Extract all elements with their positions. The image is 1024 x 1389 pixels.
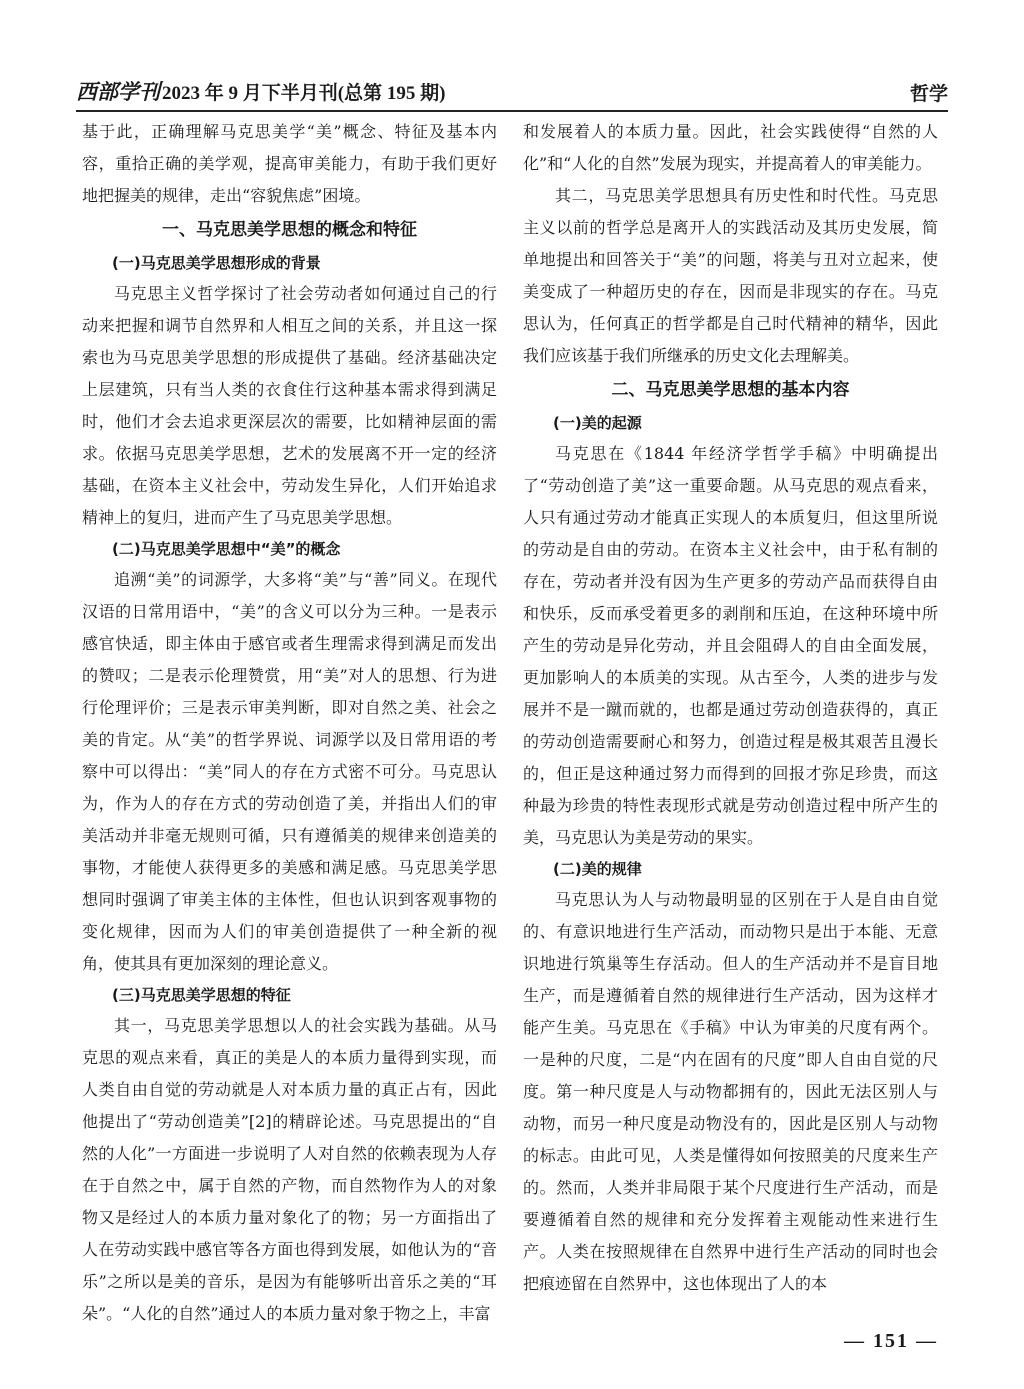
paragraph: 和发展着人的本质力量。因此，社会实践使得“自然的人化”和“人化的自然”发展为现实，并提高着人的审美能力。 xyxy=(523,122,938,173)
subsection-heading: (二)马克思美学思想中“美”的概念 xyxy=(112,540,341,558)
page-number: — 151 — xyxy=(844,1330,938,1352)
right-column xyxy=(523,116,938,1326)
paragraph: 追溯“美”的词源学，大多将“美”与“善”同义。在现代汉语的日常用语中，“美”的含义可以分为三种。一是表示感官快适，即主体由于感官或者生理需求得到满足而发出的赞叹；二是表示伦理赞赏，用“美”对人的思想、行为进行伦理评价；三是表示审美判断，即对自然之美、社会之美的肯定。从“美”的哲学界说、词源学以及日常用语的考察中可以得出：“美”同人的存在方式密不可分。马克思认为，作为人的存在方式的劳动创造了美，并指出人们的审美活动并非毫无规则可循，只有遵循美的规律来创造美的事物，才能使人获得更多的美感和满足感。马克思美学思想同时强调了审美主体的主体性，但也认识到客观事物的变化规律，因而为人们的审美创造提供了一种全新的视角，使其具有更加深刻的理论意义。 xyxy=(82,570,497,973)
subsection-heading: (一)马克思美学思想形成的背景 xyxy=(112,254,321,272)
section-label: 哲学 xyxy=(909,83,948,105)
paragraph: 马克思在《1844 年经济学哲学手稿》中明确提出了“劳动创造了美”这一重要命题。从马克思的观点看来，人只有通过劳动才能真正实现人的本质复归，但这里所说的劳动是自由的劳动。在资本主义社会中，由于私有制的存在，劳动者并没有因为生产更多的劳动产品而获得自由和快乐，反而承受着更多的剥削和压迫，在这种环境中所产生的劳动是异化劳动，并且会阻碍人的自由全面发展，更加影响人的本质美的实现。从古至今，人类的进步与发展并不是一蹴而就的，也都是通过劳动创造获得的，真正的劳动创造需要耐心和努力，创造过程是极其艰苦且漫长的，但正是这种通过努力而得到的回报才弥足珍贵，而这种最为珍贵的特性表现形式就是劳动创造过程中所产生的美，马克思认为美是劳动的果实。 xyxy=(523,444,938,847)
paragraph: 马克思认为人与动物最明显的区别在于人是自由自觉的、有意识地进行生产活动，而动物只是出于本能、无意识地进行筑巢等生存活动。但人的生产活动并不是盲目地生产，而是遵循着自然的规律进行生产活动，因为这样才能产生美。马克思在《手稿》中认为审美的尺度有两个。一是种的尺度，二是“内在固有的尺度”即人自由自觉的尺度。第一种尺度是人与动物都拥有的，因此无法区别人与动物，而另一种尺度是动物没有的，因此是区别人与动物的标志。由此可见，人类是懂得如何按照美的尺度来生产的。然而，人类并非局限于某个尺度进行生产活动，而是要遵循着自然的规律和充分发挥着主观能动性来进行生产。人类在按照规律在自然界中进行生产活动的同时也会把痕迹留在自然界中，这也体现出了人的本 xyxy=(523,890,938,1293)
paragraph: 基于此，正确理解马克思美学“美”概念、特征及基本内容，重拾正确的美学观，提高审美能力，有助于我们更好地把握美的规律，走出“容貌焦虑”困境。 xyxy=(82,122,497,205)
section-heading: 二、马克思美学思想的基本内容 xyxy=(611,380,850,400)
header-left xyxy=(76,76,445,106)
subsection-heading: (一)美的起源 xyxy=(553,414,642,432)
paragraph: 其二，马克思美学思想具有历史性和时代性。马克思主义以前的哲学总是离开人的实践活动及其历史发展，简单地提出和回答关于“美”的问题，将美与丑对立起来，使美变成了一种超历史的存在，因而是非现实的存在。马克思认为，任何真正的哲学都是自己时代精神的精华，因此我们应该基于我们所继承的历史文化去理解美。 xyxy=(523,186,938,365)
running-header xyxy=(76,70,948,106)
subsection-heading: (二)美的规律 xyxy=(553,860,642,878)
header-rule xyxy=(76,110,948,112)
journal-logo: 西部学刊 xyxy=(76,79,160,104)
paragraph: 马克思主义哲学探讨了社会劳动者如何通过自己的行动来把握和调节自然界和人相互之间的关系，并且这一探索也为马克思美学思想的形成提供了基础。经济基础决定上层建筑，只有当人类的衣食住行这种基本需求得到满足时，他们才会去追求更深层次的需要，比如精神层面的需求。依据马克思美学思想，艺术的发展离不开一定的经济基础，在资本主义社会中，劳动发生异化，人们开始追求精神上的复归，进而产生了马克思美学思想。 xyxy=(82,284,497,527)
section-heading: 一、马克思美学思想的概念和特征 xyxy=(162,220,417,240)
body-columns xyxy=(82,116,938,1326)
subsection-heading: (三)马克思美学思想的特征 xyxy=(112,986,291,1004)
paragraph: 其一，马克思美学思想以人的社会实践为基础。从马克思的观点来看，真正的美是人的本质力量得到实现，而人类自由自觉的劳动就是人对本质力量的真正占有，因此他提出了“劳动创造美”[2]的精辟论述。马克思提出的“自然的人化”一方面进一步说明了人对自然的依赖表现为人存在于自然之中，属于自然的产物，而自然物作为人的对象物又是经过人的本质力量对象化了的物；另一方面指出了人在劳动实践中感官等各方面也得到发展，如他认为的“音乐”之所以是美的音乐，是因为有能够听出音乐之美的“耳朵”。“人化的自然”通过人的本质力量对象于物之上，丰富 xyxy=(82,1016,497,1323)
issue-info: 2023 年 9 月下半月刊(总第 195 期) xyxy=(162,83,446,104)
left-column xyxy=(82,116,497,1326)
